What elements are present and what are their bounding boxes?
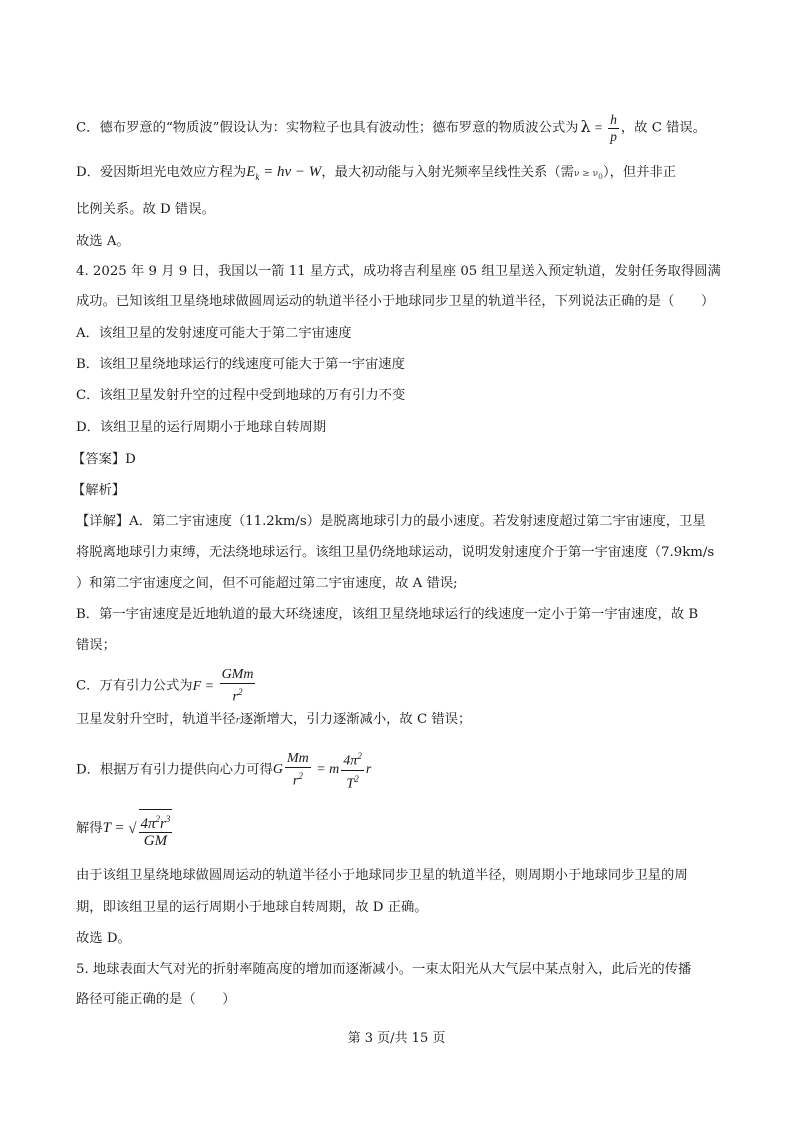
- detail-d-formula-line: [76, 748, 371, 792]
- choose-d-line: 故选 D。: [76, 931, 131, 946]
- q4-line-1: 4. 2025 年 9 月 9 日，我国以一箭 11 星方式，成功将吉利星座 05 组卫星送入预定轨道，发射任务取得圆满: [76, 264, 721, 279]
- q4-option-a: A．该组卫星的发射速度可能大于第二宇宙速度: [76, 326, 352, 341]
- q4-option-b: B．该组卫星绕地球运行的线速度可能大于第一宇宙速度: [76, 357, 405, 372]
- d-formula-pre: D．根据万有引力提供向心力可得: [76, 762, 273, 778]
- gravitation-formula: F = $\frac{\text{GMm}}{r^2}$: [192, 667, 254, 705]
- detail-b-line-1: B．第一宇宙速度是近地轨道的最大环绕速度，该组卫星绕地球运行的线速度一定小于第一宇宙速度，故 B: [76, 607, 699, 622]
- c-text-post: ，故 C 错误。: [620, 120, 707, 136]
- answer-tag: 【答案】D: [72, 452, 136, 467]
- detail-line-2: 将脱离地球引力束缚，无法绕地球运行。该组卫星仍绕地球运动，说明发射速度介于第一宇宙速度（7.9km/s: [76, 545, 715, 560]
- q4-line-2: 成功。已知该组卫星绕地球做圆周运动的轨道半径小于地球同步卫星的轨道半径，下列说法正确的是（ ）: [76, 294, 715, 309]
- d-cont-line: 比例关系。故 D 错误。: [76, 202, 215, 217]
- d-text-pre: D．爱因斯坦光电效应方程为: [76, 165, 247, 180]
- explain-line-2: 期，即该组卫星的运行周期小于地球自转周期，故 D 正确。: [76, 900, 428, 915]
- detail-b-line-2: 错误；: [76, 638, 116, 653]
- c-option-line: [76, 112, 706, 145]
- solve-pre: 解得: [76, 821, 103, 836]
- solve-line: [76, 806, 174, 851]
- explain-line-1: 由于该组卫星绕地球做圆周运动的轨道半径小于地球同步卫星的轨道半径，则周期小于地球同步卫星的周: [76, 868, 688, 883]
- c2-pre: 卫星发射升空时，轨道半径: [76, 712, 236, 727]
- analysis-tag: 【解析】: [72, 483, 126, 498]
- detail-c-line-2: [76, 710, 471, 731]
- q5-line-2: 路径可能正确的是（ ）: [76, 992, 236, 1007]
- c2-post: 逐渐增大，引力逐渐减小，故 C 错误；: [239, 712, 472, 727]
- detail-line-3: ）和第二宇宙速度之间，但不可能超过第二宇宙速度，故 A 错误;: [76, 576, 458, 591]
- c-formula-pre: C．万有引力公式为: [76, 678, 193, 694]
- c-text-pre: C．德布罗意的“物质波”假设认为：实物粒子也具有波动性；德布罗意的物质波公式为: [76, 120, 579, 136]
- d-text-mid: ，最大初动能与入射光频率呈线性关系（需: [321, 165, 574, 180]
- q5-line-1: 5. 地球表面大气对光的折射率随高度的增加而逐渐减小。一束太阳光从大气层中某点射入，此后光的传播: [76, 962, 692, 977]
- q4-option-c: C．该组卫星发射升空的过程中受到地球的万有引力不变: [76, 388, 406, 403]
- centripetal-equation: G $\frac{Mm}{r^2}$ = m $\frac{4\pi^2}{T^2}$ r: [273, 762, 371, 777]
- frequency-condition: $\nu \ge \nu_0$: [573, 169, 603, 181]
- photoelectric-equation: $E_k = h\nu - W$: [246, 164, 322, 182]
- detail-c-formula-line: [76, 667, 257, 706]
- d-option-line: [76, 162, 676, 187]
- q4-option-d: D．该组卫星的运行周期小于地球自转周期: [76, 420, 327, 435]
- page-footer: 第 3 页/共 15 页: [347, 1031, 446, 1046]
- choose-a-line: 故选 A。: [76, 234, 130, 249]
- detail-line-1: 【详解】A．第二宇宙速度（11.2km/s）是脱离地球引力的最小速度。若发射速度超过第二宇宙速度，卫星: [76, 514, 706, 529]
- d-text-post: ），但并非正: [602, 165, 677, 180]
- de-broglie-formula: λ = $\frac{h}{p}$: [580, 112, 617, 144]
- period-formula: T = √ $\frac{4\pi^2r^3}{GM}$: [103, 820, 175, 836]
- radius-symbol: r: [235, 716, 240, 726]
